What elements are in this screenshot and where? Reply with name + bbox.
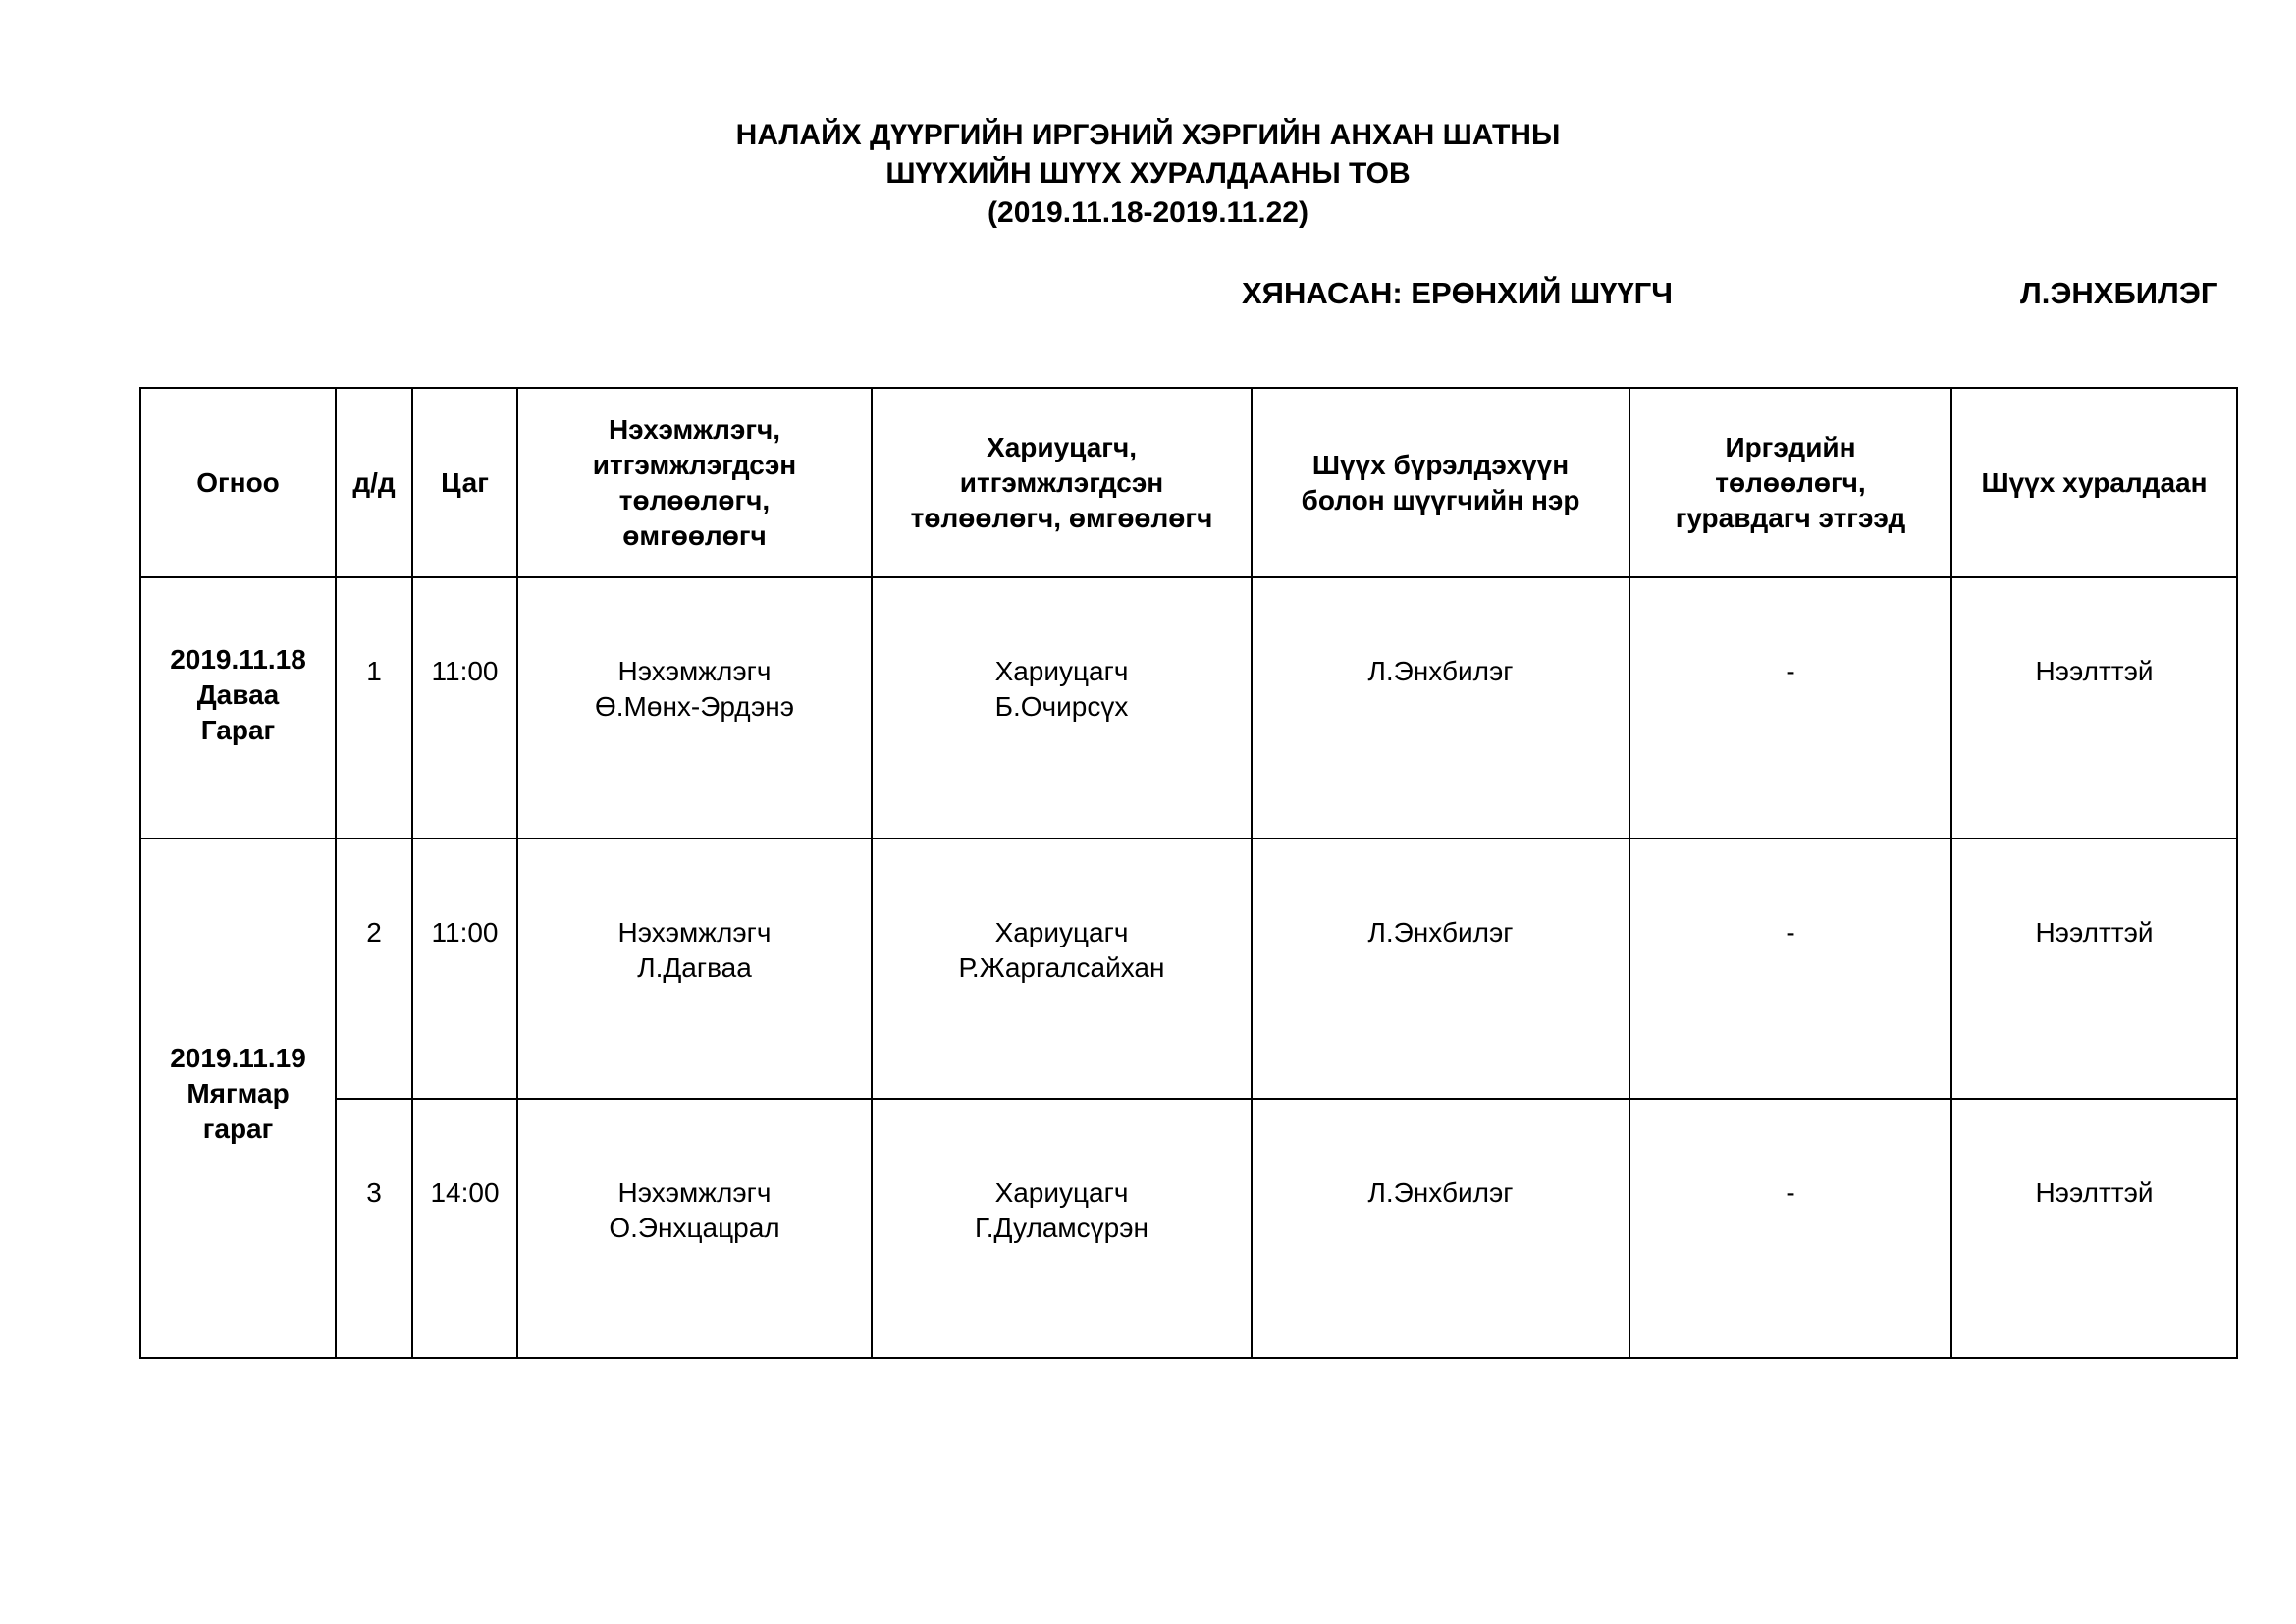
table-row xyxy=(140,577,2237,839)
time-cell: 11:00 xyxy=(412,577,517,839)
table-row xyxy=(140,1099,2237,1358)
header-time: Цаг xyxy=(412,388,517,577)
defendant-cell: Хариуцагч Б.Очирсүх xyxy=(872,577,1252,839)
title-line-1: НАЛАЙХ ДҮҮРГИЙН ИРГЭНИЙ ХЭРГИЙН АНХАН ШАТНЫ xyxy=(735,119,1561,151)
defendant-cell: Хариуцагч Г.Дуламсүрэн xyxy=(872,1099,1252,1358)
time-cell: 14:00 xyxy=(412,1099,517,1358)
header-court-session: Шүүх хуралдаан xyxy=(1951,388,2237,577)
third-party-cell: - xyxy=(1629,1099,1951,1358)
header-row xyxy=(140,388,2237,577)
defendant-cell: Хариуцагч Р.Жаргалсайхан xyxy=(872,839,1252,1099)
header-date: Огноо xyxy=(140,388,336,577)
title-line-2: ШҮҮХИЙН ШҮҮХ ХУРАЛДААНЫ ТОВ xyxy=(885,157,1411,189)
header-court-composition: Шүүх бүрэлдэхүүн болон шүүгчийн нэр xyxy=(1252,388,1629,577)
number-cell: 3 xyxy=(336,1099,412,1358)
header-defendant: Хариуцагч, итгэмжлэгдсэн төлөөлөгч, өмгөөлөгч xyxy=(872,388,1252,577)
session-cell: Нээлттэй xyxy=(1951,577,2237,839)
reviewer-label: ХЯНАСАН: ЕРӨНХИЙ ШҮҮГЧ xyxy=(1242,276,1673,310)
plaintiff-cell: Нэхэмжлэгч Л.Дагваа xyxy=(517,839,872,1099)
plaintiff-cell: Нэхэмжлэгч О.Энхцацрал xyxy=(517,1099,872,1358)
session-cell: Нээлттэй xyxy=(1951,839,2237,1099)
title-date-range: (2019.11.18-2019.11.22) xyxy=(988,196,1308,229)
date-cell: 2019.11.19 Мягмар гараг xyxy=(140,839,336,1358)
judge-cell: Л.Энхбилэг xyxy=(1252,839,1629,1099)
third-party-cell: - xyxy=(1629,577,1951,839)
header-citizen-representative: Иргэдийн төлөөлөгч, гуравдагч этгээд xyxy=(1629,388,1951,577)
plaintiff-cell: Нэхэмжлэгч Ө.Мөнх-Эрдэнэ xyxy=(517,577,872,839)
schedule-table xyxy=(139,387,2238,1359)
session-cell: Нээлттэй xyxy=(1951,1099,2237,1358)
judge-cell: Л.Энхбилэг xyxy=(1252,577,1629,839)
table-row xyxy=(140,839,2237,1099)
header-number: д/д xyxy=(336,388,412,577)
judge-cell: Л.Энхбилэг xyxy=(1252,1099,1629,1358)
time-cell: 11:00 xyxy=(412,839,517,1099)
date-cell: 2019.11.18 Даваа Гараг xyxy=(140,577,336,839)
reviewer-name: Л.ЭНХБИЛЭГ xyxy=(2020,276,2218,310)
third-party-cell: - xyxy=(1629,839,1951,1099)
number-cell: 1 xyxy=(336,577,412,839)
number-cell: 2 xyxy=(336,839,412,1099)
header-plaintiff: Нэхэмжлэгч, итгэмжлэгдсэн төлөөлөгч, өмгөөлөгч xyxy=(517,388,872,577)
